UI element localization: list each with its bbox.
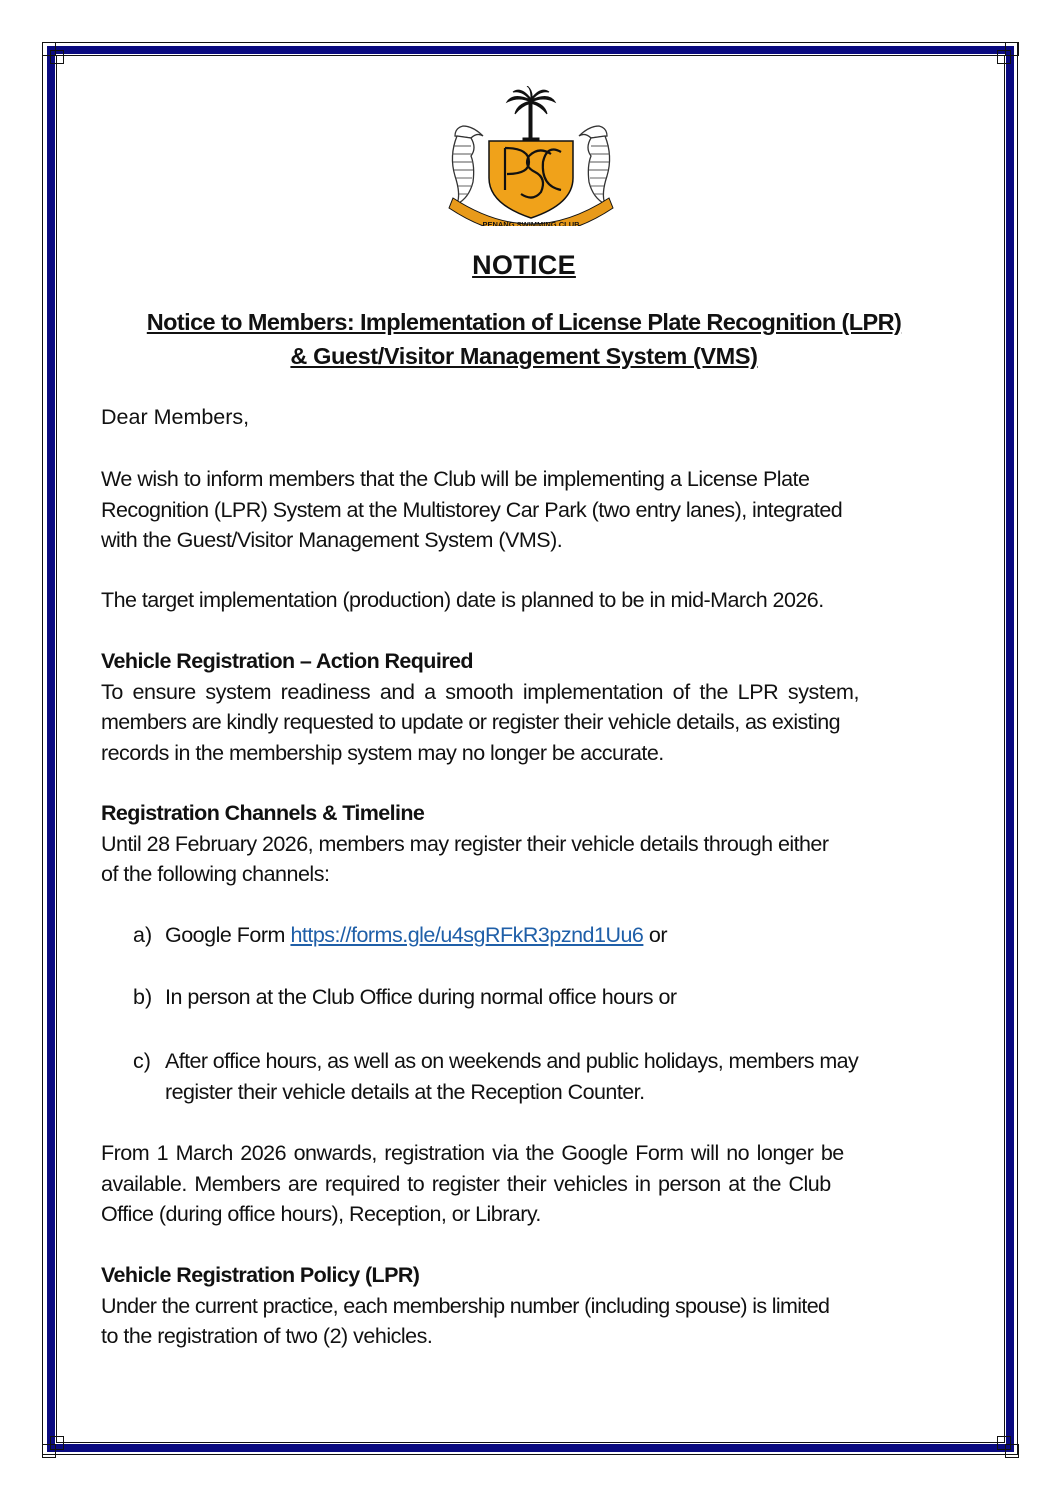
section-heading-policy: Vehicle Registration Policy (LPR) (101, 1263, 420, 1287)
corner-ornament-top-left (38, 38, 60, 60)
list-marker: c) (133, 1049, 151, 1073)
section-heading-action: Vehicle Registration – Action Required (101, 649, 473, 673)
ribbon-text: PENANG SWIMMING CLUB (482, 220, 580, 226)
notice-heading: NOTICE (472, 250, 576, 280)
action-line-3: records in the membership system may no longer be accurate. (101, 740, 664, 765)
channel-a-suffix: or (643, 923, 667, 947)
after-march-paragraph (101, 1138, 947, 1230)
seahorse-right-icon (579, 126, 610, 204)
intro-paragraph (101, 464, 947, 556)
channel-c-line-2: register their vehicle details at the Reception Counter. (165, 1079, 645, 1104)
corner-ornament-bottom-right (999, 1438, 1021, 1460)
section-heading-channels: Registration Channels & Timeline (101, 801, 425, 825)
channel-c-text (165, 1046, 947, 1107)
salutation: Dear Members, (101, 405, 250, 429)
corner-ornament-top-right (999, 38, 1021, 60)
palm-tree-icon (507, 86, 555, 141)
channels-line-2: of the following channels: (101, 862, 330, 886)
channel-b-text: In person at the Club Office during normal office hours or (165, 985, 677, 1009)
list-marker: a) (133, 923, 153, 947)
after-march-line-2: available. Members are required to register their vehicles in person at the Club (101, 1171, 831, 1196)
after-march-line-1: From 1 March 2026 onwards, registration via the Google Form will no longer be (101, 1141, 844, 1165)
intro-line-2: Recognition (LPR) System at the Multistorey Car Park (two entry lanes), integrated (101, 497, 843, 522)
list-marker: b) (133, 985, 153, 1009)
section-action-required (101, 646, 947, 768)
action-line-1: To ensure system readiness and a smooth implementation of the LPR system, (101, 679, 860, 704)
intro-line-3: with the Guest/Visitor Management System (VMS). (101, 528, 563, 552)
channel-c-line-1: After office hours, as well as on weekends and public holidays, members may (165, 1049, 859, 1073)
google-form-link[interactable]: https://forms.gle/u4sgRFkR3pznd1Uu6 (290, 923, 644, 947)
action-line-2: members are kindly requested to update or register their vehicle details, as existing (101, 710, 840, 734)
corner-ornament-bottom-left (38, 1438, 60, 1460)
channel-a-prefix: Google Form (165, 923, 291, 947)
seahorse-left-icon (452, 126, 483, 204)
section-channels (101, 798, 947, 890)
target-date-paragraph: The target implementation (production) date is planned to be in mid-March 2026. (101, 588, 824, 612)
notice-subject (101, 305, 947, 373)
club-crest-logo (443, 86, 619, 226)
policy-line-2: to the registration of two (2) vehicles. (101, 1324, 433, 1348)
subject-line-1: Notice to Members: Implementation of License Plate Recognition (LPR) (146, 309, 902, 335)
intro-line-1: We wish to inform members that the Club will be implementing a License Plate (101, 467, 810, 491)
section-policy (101, 1260, 947, 1352)
after-march-line-3: Office (during office hours), Reception, or Library. (101, 1202, 541, 1226)
subject-line-2: & Guest/Visitor Management System (VMS) (290, 343, 758, 369)
channels-line-1: Until 28 February 2026, members may register their vehicle details through either (101, 831, 829, 856)
policy-line-1: Under the current practice, each membership number (including spouse) is limited (101, 1293, 830, 1318)
